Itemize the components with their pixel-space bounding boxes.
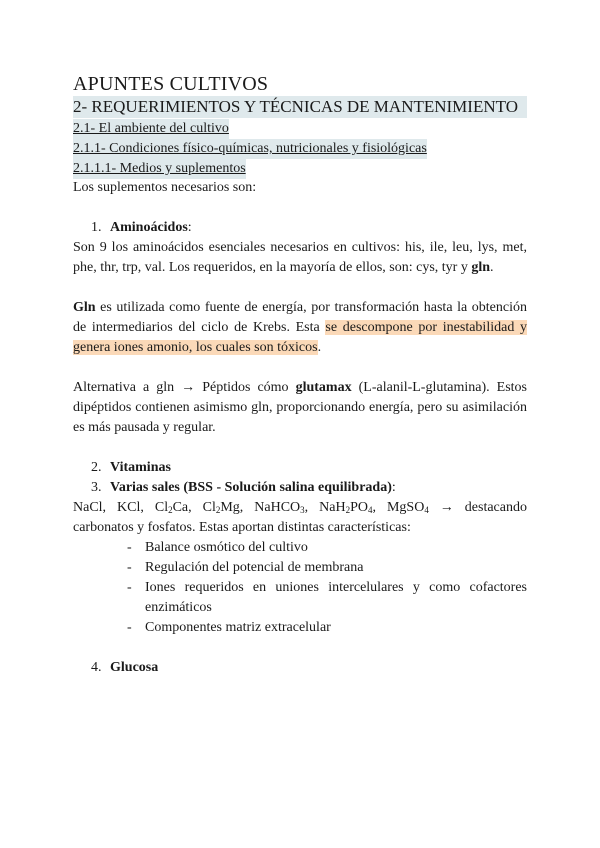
list-item: - Regulación del potencial de membrana xyxy=(127,560,364,575)
aminoacidos-paragraph-3: Alternativa a gln → Péptidos cómo glutamax (L-alanil-L-glutamina). Estos dipéptidos contienen asimismo gln, proporcionando energía, pero su asimilación es más pausada y regular. xyxy=(73,380,527,435)
subsubsection-heading: 2.1.1- Condiciones físico-químicas, nutricionales y fisiológicas xyxy=(73,139,427,159)
list-number: 2. xyxy=(91,460,102,475)
item-label: Varias sales (BSS - Solución salina equilibrada) xyxy=(110,480,392,495)
list-number: 1. xyxy=(91,220,102,235)
subsubsubsection-heading: 2.1.1.1- Medios y suplementos xyxy=(73,159,246,179)
list-item: - Balance osmótico del cultivo xyxy=(127,540,308,555)
item-label: Aminoácidos xyxy=(110,220,188,235)
list-item-aminoacidos: 1. Aminoácidos: xyxy=(73,218,527,238)
aminoacidos-paragraph-2: Gln es utilizada como fuente de energía, por transformación hasta la obtención de intermediarios del ciclo de Krebs. Esta se descompone por inestabilidad y genera iones amonio, los cuales son tóxicos. xyxy=(73,300,527,355)
item-label: Glucosa xyxy=(110,660,159,675)
list-number: 4. xyxy=(91,660,102,675)
list-item: - Componentes matriz extracelular xyxy=(127,620,331,635)
list-item-glucosa xyxy=(73,658,527,678)
list-number: 3. xyxy=(91,480,102,495)
subsection-heading: 2.1- El ambiente del cultivo xyxy=(73,119,229,139)
aminoacidos-paragraph-1: Son 9 los aminoácidos esenciales necesarios en cultivos: his, ile, leu, lys, met, phe, thr, trp, val. Los requeridos, en la mayoría de ellos, son: cys, tyr y gln. xyxy=(73,240,527,275)
salts-paragraph: NaCl, KCl, $Cl_2Ca$, $Cl_2Mg$, NaHCO$_3$, $NaH_2PO_4$, MgSO$_4$ → destacando carbonatos y fosfatos. Estas aportan distintas características: xyxy=(73,500,527,535)
item-label: Vitaminas xyxy=(110,460,171,475)
highlighted-text: se descompone por inestabilidad y genera iones amonio, los cuales son tóxicos xyxy=(73,320,527,355)
document-page xyxy=(73,72,527,678)
document-title: APUNTES CULTIVOS xyxy=(73,73,269,95)
list-item-vitaminas xyxy=(73,458,527,478)
characteristics-list xyxy=(73,538,527,638)
list-item-sales: 3. Varias sales (BSS - Solución salina equilibrada): xyxy=(73,478,527,498)
section-heading: 2- REQUERIMIENTOS Y TÉCNICAS DE MANTENIMIENTO xyxy=(73,96,527,118)
intro-text: Los suplementos necesarios son: xyxy=(73,180,257,195)
list-item: - Iones requeridos en uniones intercelulares y como cofactores enzimáticos xyxy=(127,580,527,615)
